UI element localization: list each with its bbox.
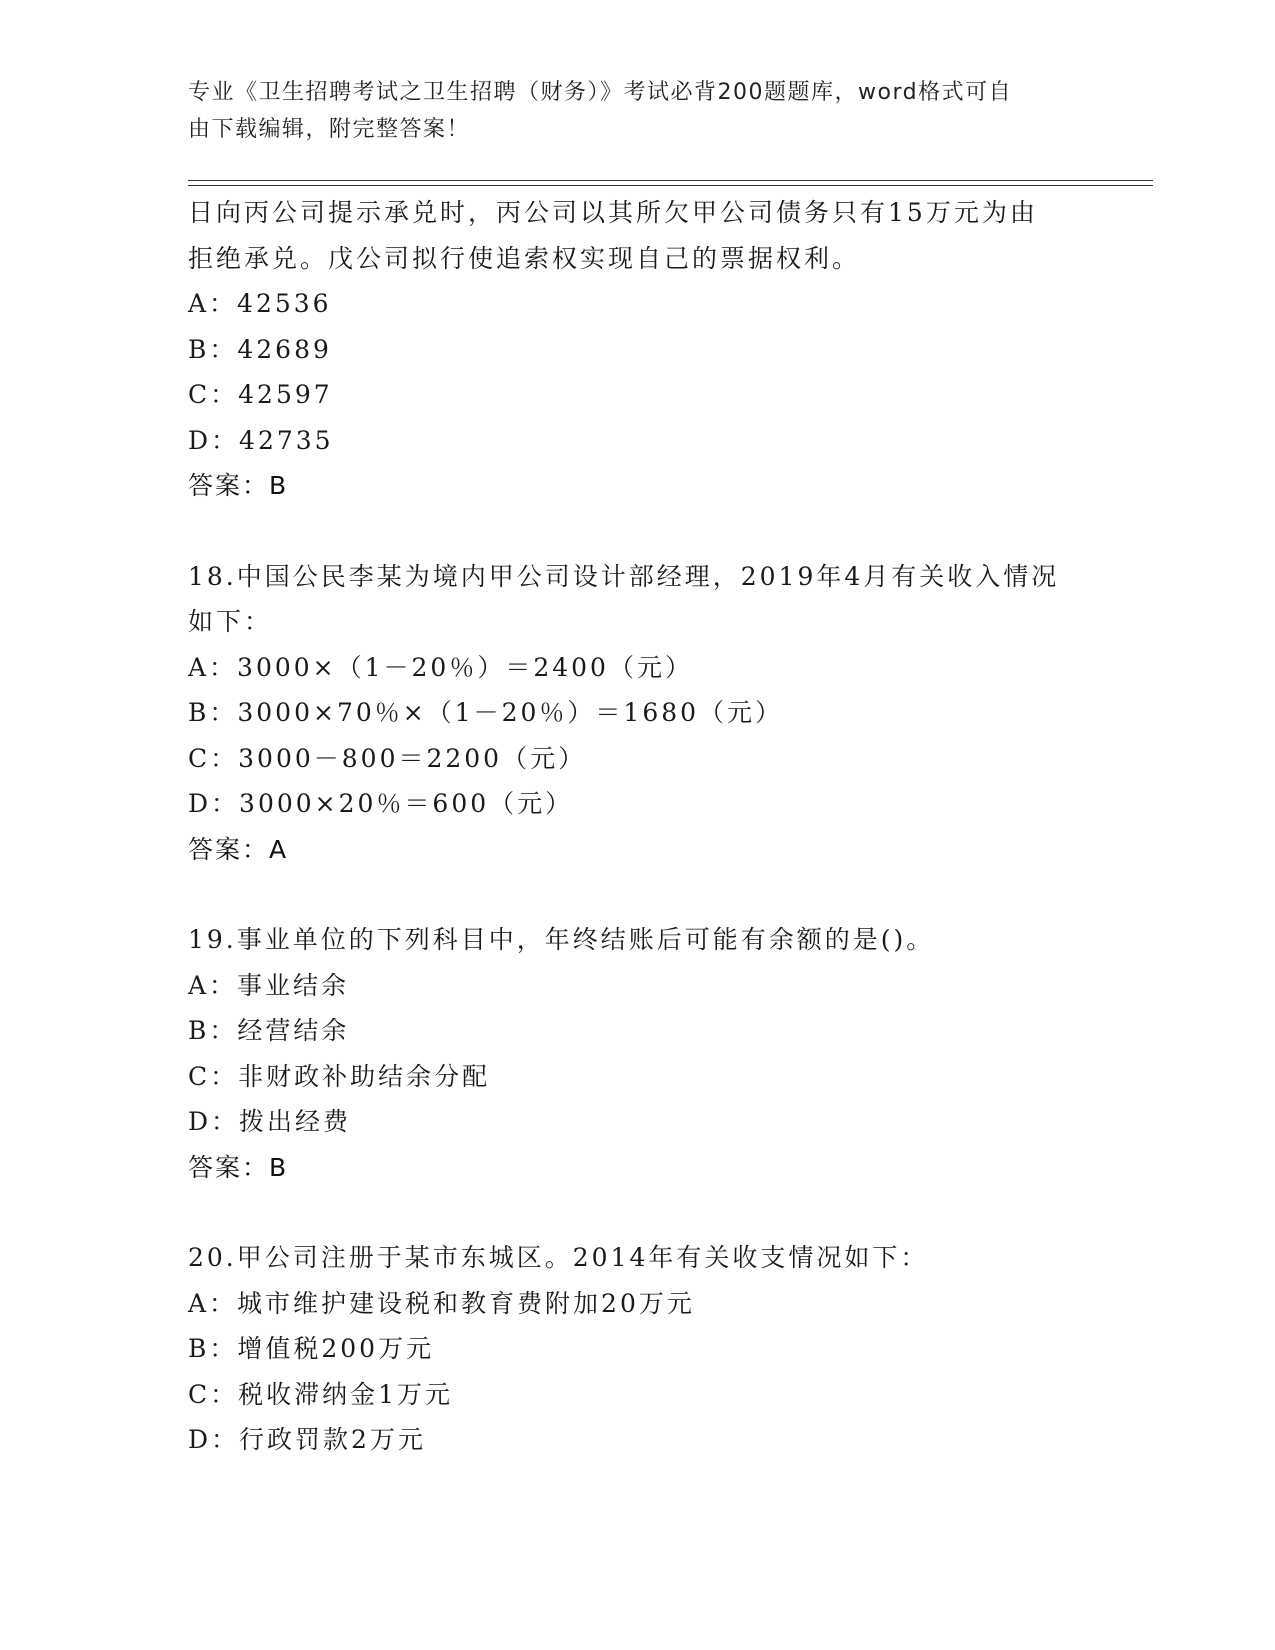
question-18-text-line-1: 18.中国公民李某为境内甲公司设计部经理，2019年4月有关收入情况: [188, 561, 1060, 591]
question-17: [188, 190, 1088, 509]
question-19-answer: 答案：B: [188, 1152, 289, 1182]
question-19-option-c: C：非财政补助结余分配: [188, 1061, 491, 1091]
header-line-1: 专业《卫生招聘考试之卫生招聘（财务）》考试必背200题题库，word格式可自: [188, 80, 1013, 105]
header-line-2: 由下载编辑，附完整答案！: [188, 117, 471, 142]
question-20-option-b: B：增值税200万元: [188, 1334, 435, 1363]
question-17-text-line-1: 日向丙公司提示承兑时，丙公司以其所欠甲公司债务只有15万元为由: [188, 198, 1038, 227]
question-18-text-line-2: 如下：: [188, 607, 273, 636]
question-20-option-a: A：城市维护建设税和教育费附加20万元: [188, 1288, 695, 1318]
question-20: [188, 1235, 1088, 1463]
spacer: [188, 509, 1088, 554]
spacer: [188, 1190, 1088, 1235]
question-18-answer: 答案：A: [188, 834, 289, 864]
question-20-option-d: D：行政罚款2万元: [188, 1425, 426, 1454]
question-18: [188, 554, 1088, 873]
question-19: [188, 917, 1088, 1190]
question-17-option-c: C：42597: [188, 380, 333, 409]
question-19-option-d: D：拨出经费: [188, 1107, 352, 1136]
question-17-option-a: A：42536: [188, 289, 332, 318]
question-18-option-d: D：3000×20％＝600（元）: [188, 789, 574, 818]
spacer: [188, 872, 1088, 917]
question-17-option-d: D：42735: [188, 425, 334, 455]
question-17-answer: 答案：B: [188, 471, 289, 500]
question-18-option-c: C：3000－800＝2200（元）: [188, 743, 587, 773]
question-17-text-line-2: 拒绝承兑。戊公司拟行使追索权实现自己的票据权利。: [188, 243, 861, 273]
question-20-text-line-1: 20.甲公司注册于某市东城区。2014年有关收支情况如下：: [188, 1243, 929, 1272]
question-18-option-a: A：3000×（1－20％）＝2400（元）: [188, 652, 693, 682]
header-rule-bottom: [188, 185, 1153, 186]
question-19-text-line-1: 19.事业单位的下列科目中，年终结账后可能有余额的是()。: [188, 925, 935, 954]
document-header: [188, 74, 1068, 148]
question-17-option-b: B：42689: [188, 334, 332, 364]
question-list: [188, 190, 1088, 1463]
header-rule-top: [188, 180, 1153, 181]
question-20-option-c: C：税收滞纳金1万元: [188, 1379, 454, 1409]
question-19-option-a: A：事业结余: [188, 970, 350, 1000]
question-18-option-b: B：3000×70％×（1－20％）＝1680（元）: [188, 698, 784, 727]
question-19-option-b: B：经营结余: [188, 1016, 350, 1045]
